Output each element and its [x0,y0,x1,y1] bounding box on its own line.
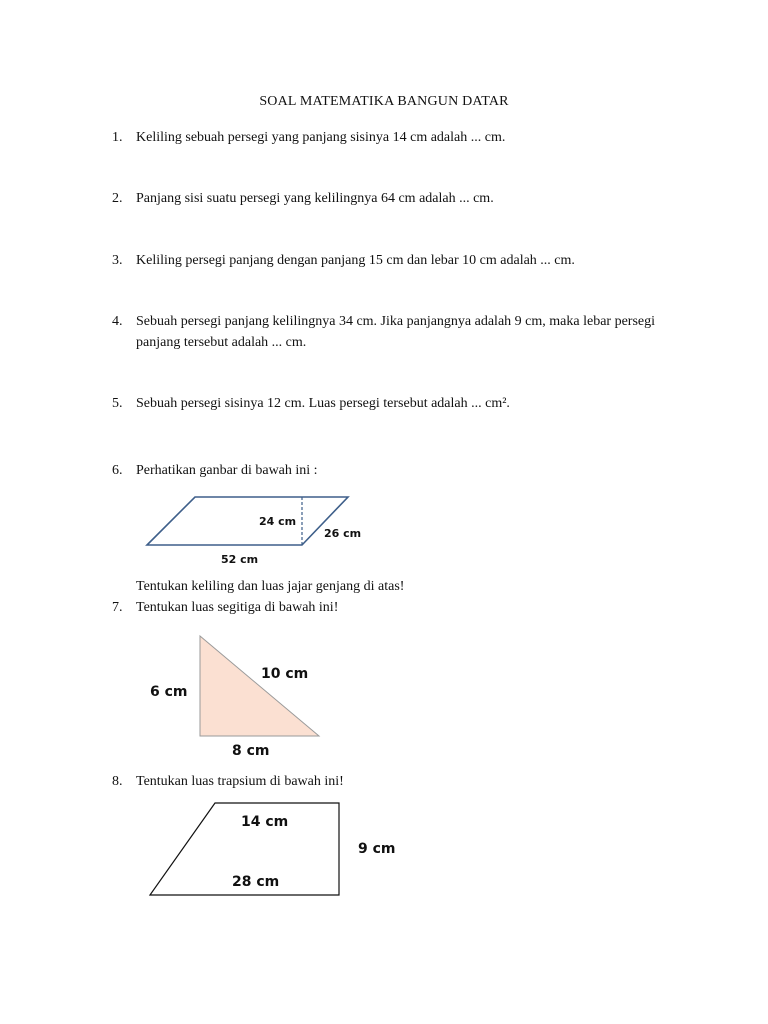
trapezoid-top-label: 14 cm [241,814,289,830]
question-number: 3. [112,253,123,268]
side-label: 26 cm [324,527,362,540]
question-number: 6. [112,463,123,478]
triangle-figure [0,630,768,770]
parallelogram-figure [0,490,768,590]
question-text: Tentukan luas segitiga di bawah ini! [136,600,339,615]
question-text: Perhatikan ganbar di bawah ini : [136,463,318,478]
trapezoid-bottom-label: 28 cm [232,874,280,890]
question-number: 7. [112,600,123,615]
triangle-bottom-label: 8 cm [232,743,270,759]
question-text: Keliling persegi panjang dengan panjang 15 cm dan lebar 10 cm adalah ... cm. [136,253,575,268]
question-number: 2. [112,191,123,206]
parallelogram-shape [147,497,348,545]
trapezoid-right-label: 9 cm [358,841,396,857]
question-number: 8. [112,774,123,789]
question-number: 1. [112,130,123,145]
height-label: 24 cm [259,515,297,528]
question-text: Panjang sisi suatu persegi yang kelilingnya 64 cm adalah ... cm. [136,191,494,206]
page-title: SOAL MATEMATIKA BANGUN DATAR [259,94,509,109]
question-text: Tentukan luas trapsium di bawah ini! [136,774,344,789]
triangle-shape [200,636,319,736]
triangle-left-label: 6 cm [150,684,188,700]
trapezoid-figure [0,798,768,908]
question-text: Sebuah persegi panjang kelilingnya 34 cm. Jika panjangnya adalah 9 cm, maka lebar persegi panjang tersebut adalah ... cm. [136,314,655,350]
question-text: Sebuah persegi sisinya 12 cm. Luas persegi tersebut adalah ... cm². [136,396,510,411]
question-6-followup: Tentukan keliling dan luas jajar genjang di atas! [136,579,405,594]
base-label: 52 cm [221,553,259,566]
question-number: 4. [112,314,123,329]
question-number: 5. [112,396,123,411]
question-text: Keliling sebuah persegi yang panjang sisinya 14 cm adalah ... cm. [136,130,506,145]
triangle-hyp-label: 10 cm [261,666,309,682]
